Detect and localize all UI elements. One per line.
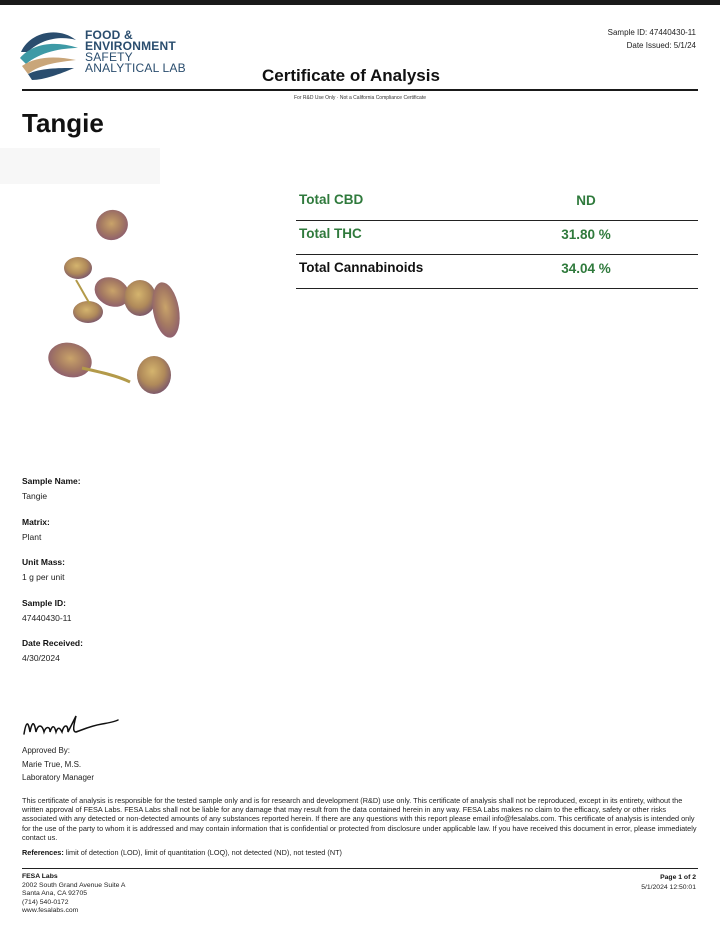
total-value: ND <box>576 193 596 208</box>
lab-logo <box>18 22 198 88</box>
footer-address-line2: Santa Ana, CA 92705 <box>22 890 88 898</box>
approval-block <box>22 744 94 785</box>
matrix-field <box>22 517 322 558</box>
footer-meta <box>641 873 696 893</box>
field-value: 1 g per unit <box>22 572 65 582</box>
cannabis-buds-image <box>30 200 200 405</box>
approver-role: Laboratory Manager <box>22 773 95 782</box>
references-text: limit of detection (LOD), limit of quantitation (LOQ), not detected (ND), not tested (NT) <box>65 848 342 857</box>
document-title: Certificate of Analysis <box>262 66 440 85</box>
header-divider <box>22 89 698 91</box>
approver-name: Marie True, M.S. <box>22 759 82 769</box>
field-value: Plant <box>22 531 42 542</box>
field-value: Tangie <box>22 491 48 501</box>
footer-phone: (714) 540-0172 <box>22 898 69 906</box>
field-value: 4/30/2024 <box>22 653 60 663</box>
field-value: 47440430-11 <box>22 612 72 623</box>
header-date-issued: Date Issued: 5/1/24 <box>626 41 696 50</box>
handwritten-signature <box>20 710 120 746</box>
footer-website: www.fesalabs.com <box>22 907 79 915</box>
lab-name-line: ANALYTICAL LAB <box>85 61 186 75</box>
lab-logo-icon <box>18 22 82 88</box>
field-label: Date Received: <box>22 638 83 648</box>
total-row-cbd <box>296 187 698 221</box>
page-number: Page 1 of 2 <box>660 874 696 881</box>
total-value: 31.80 % <box>561 227 611 242</box>
lab-name-line: ENVIRONMENT <box>85 39 176 53</box>
header-sample-id: Sample ID: 47440430-11 <box>607 28 696 37</box>
sample-info <box>22 476 322 679</box>
footer-address-line1: 2002 South Grand Avenue Suite A <box>22 881 126 889</box>
disclaimer-text: This certificate of analysis is responsible for the tested sample only and is for research and development (R&D) use only. This certificate of analysis shall not be reproduced, except in its entirety, without the written approval of FESA Labs. FESA Labs shall not be liable for any damage that may result from the data contained herein in any way. FESA Labs makes no claim to the efficacy, safety or other risks associated with any detected or non-detected amounts of any substances reported herein. If there are any questions with this report please email info@fesalabs.com. This certificate of analysis is intended only for the use of the party to whom it is addressed and may contain information that is confidential or protected from disclosure under applicable law. If you have received this document in error, please immediately contact us. <box>22 796 697 842</box>
references-label: References: <box>22 848 64 857</box>
footer-contact <box>22 873 125 916</box>
signature <box>20 710 120 746</box>
total-label: Total CBD <box>299 192 364 207</box>
compliance-note: For R&D Use Only · Not a California Compliance Certificate <box>294 95 426 101</box>
sample-name-field <box>22 476 322 517</box>
product-photo <box>30 200 200 405</box>
product-name: Tangie <box>22 108 104 138</box>
lab-name <box>85 30 186 74</box>
footer-company: FESA Labs <box>22 873 58 880</box>
total-row-cannabinoids <box>296 255 698 289</box>
lab-name-line: FOOD & <box>85 28 133 42</box>
sample-id-field <box>22 598 322 639</box>
total-label: Total THC <box>299 226 362 241</box>
total-value: 34.04 % <box>561 261 611 276</box>
approved-by-label: Approved By: <box>22 746 71 755</box>
total-row-thc <box>296 221 698 255</box>
total-label: Total Cannabinoids <box>299 260 424 275</box>
date-received-field <box>22 638 322 679</box>
field-label: Unit Mass: <box>22 557 65 567</box>
cannabinoid-totals <box>296 187 698 289</box>
references <box>22 848 698 857</box>
top-border <box>0 0 720 5</box>
field-label: Sample Name: <box>22 476 81 486</box>
field-label: Matrix: <box>22 516 50 527</box>
footer-divider <box>22 868 698 869</box>
field-label: Sample ID: <box>22 597 66 608</box>
faded-banner <box>0 148 160 184</box>
footer-timestamp: 5/1/2024 12:50:01 <box>641 884 696 891</box>
lab-name-line: SAFETY <box>85 50 133 64</box>
unit-mass-field <box>22 557 322 598</box>
